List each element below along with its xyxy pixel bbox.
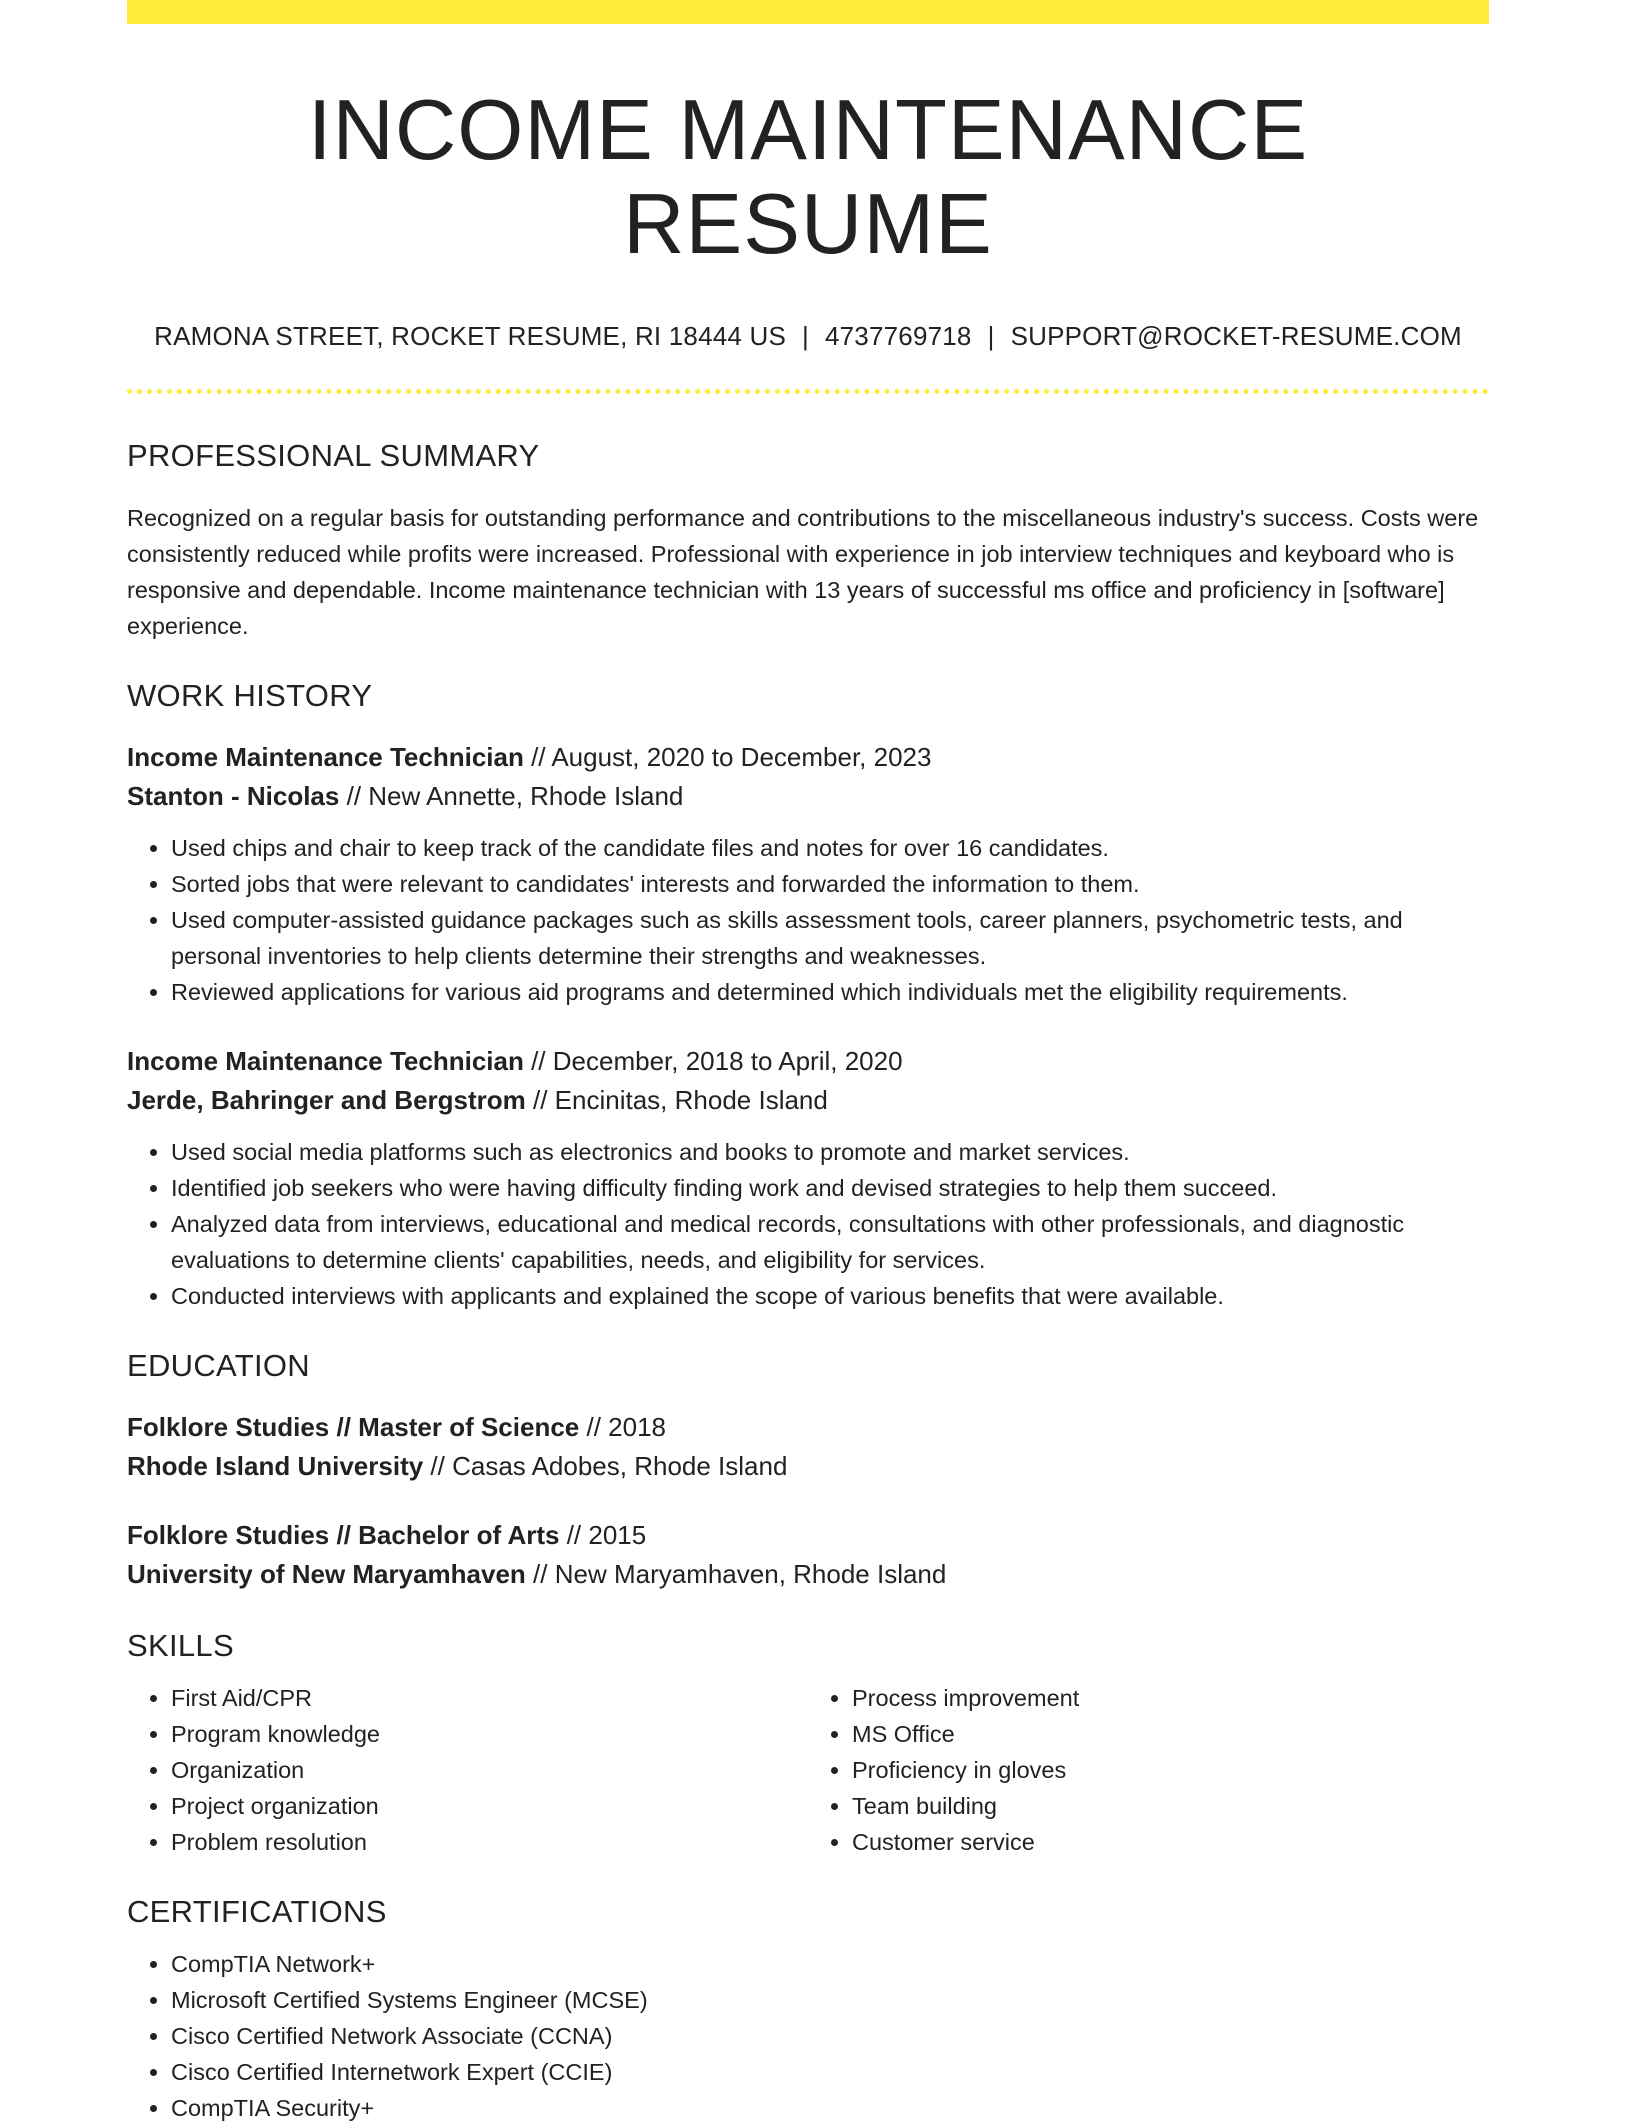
job-bullet: • Used computer-assisted guidance packages such as skills assessment tools, career planners, psychometric tests, and personal inventories to help clients determine their strengths and weaknesses. bbox=[171, 902, 1489, 974]
job-bullet: • Sorted jobs that were relevant to candidates' interests and forwarded the information to them. bbox=[171, 866, 1489, 902]
skill-item: • MS Office bbox=[852, 1716, 1489, 1752]
certification-item: • CompTIA Security+ bbox=[171, 2090, 1489, 2126]
certifications-heading: CERTIFICATIONS bbox=[127, 1894, 387, 1929]
contact-address: RAMONA STREET, ROCKET RESUME, RI 18444 US bbox=[154, 321, 787, 351]
job-bullet-list bbox=[127, 1134, 1489, 1314]
school-line bbox=[127, 1555, 1489, 1594]
job-title-line bbox=[127, 1042, 1489, 1081]
job-bullet: • Analyzed data from interviews, educational and medical records, consultations with other professionals, and diagnostic evaluations to determine clients' capabilities, needs, and eligibility for services. bbox=[171, 1206, 1489, 1278]
top-accent-bar bbox=[127, 0, 1489, 24]
job-title: Income Maintenance Technician bbox=[127, 1046, 524, 1076]
summary-text: Recognized on a regular basis for outstanding performance and contributions to the miscellaneous industry's success. Costs were consistently reduced while profits were increased. Professional with experience in job interview techniques and keyboard who is responsive and dependable. Income maintenance technician with 13 years of successful ms office and proficiency in [software] experience. bbox=[127, 505, 1479, 639]
certifications-list bbox=[127, 1946, 1489, 2126]
contact-email: SUPPORT@ROCKET-RESUME.COM bbox=[1010, 321, 1462, 351]
job-bullet: • Used chips and chair to keep track of the candidate files and notes for over 16 candidates. bbox=[171, 830, 1489, 866]
certification-item: • Microsoft Certified Systems Engineer (MCSE) bbox=[171, 1982, 1489, 2018]
contact-phone: 4737769718 bbox=[824, 321, 972, 351]
work-history-heading: WORK HISTORY bbox=[127, 678, 373, 713]
skills-columns bbox=[127, 1680, 1489, 1860]
skill-item: • Customer service bbox=[852, 1824, 1489, 1860]
job-company-line bbox=[127, 1081, 1489, 1120]
skill-item: • Process improvement bbox=[852, 1680, 1489, 1716]
job-location: // New Annette, Rhode Island bbox=[346, 781, 684, 811]
contact-separator: | bbox=[987, 321, 995, 351]
skills-list-left bbox=[127, 1680, 808, 1860]
certification-item: • Cisco Certified Network Associate (CCNA) bbox=[171, 2018, 1489, 2054]
school-location: // New Maryamhaven, Rhode Island bbox=[533, 1559, 947, 1589]
job-company: Stanton - Nicolas bbox=[127, 781, 340, 811]
summary-heading: PROFESSIONAL SUMMARY bbox=[127, 438, 540, 473]
job-bullet: • Reviewed applications for various aid programs and determined which individuals met the eligibility requirements. bbox=[171, 974, 1489, 1010]
skill-item: • Project organization bbox=[171, 1788, 808, 1824]
degree: Folklore Studies // Bachelor of Arts bbox=[127, 1520, 560, 1550]
degree-line bbox=[127, 1408, 1489, 1447]
resume-title: INCOME MAINTENANCE RESUME bbox=[307, 83, 1309, 272]
job-bullet: • Used social media platforms such as electronics and books to promote and market services. bbox=[171, 1134, 1489, 1170]
skill-item: • Proficiency in gloves bbox=[852, 1752, 1489, 1788]
school: University of New Maryamhaven bbox=[127, 1559, 526, 1589]
job-dates: // December, 2018 to April, 2020 bbox=[531, 1046, 903, 1076]
resume-page bbox=[127, 0, 1489, 2126]
skill-item: • Organization bbox=[171, 1752, 808, 1788]
school-line bbox=[127, 1447, 1489, 1486]
job-location: // Encinitas, Rhode Island bbox=[533, 1085, 828, 1115]
skills-list-right bbox=[808, 1680, 1489, 1860]
skill-item: • First Aid/CPR bbox=[171, 1680, 808, 1716]
skills-heading: SKILLS bbox=[127, 1628, 234, 1663]
job-title: Income Maintenance Technician bbox=[127, 742, 524, 772]
job-bullet: • Conducted interviews with applicants and explained the scope of various benefits that were available. bbox=[171, 1278, 1489, 1314]
contact-separator: | bbox=[802, 321, 809, 351]
degree-line bbox=[127, 1516, 1489, 1555]
contact-line bbox=[127, 321, 1489, 352]
certification-item: • CompTIA Network+ bbox=[171, 1946, 1489, 1982]
degree-year: // 2018 bbox=[586, 1412, 666, 1442]
school-location: // Casas Adobes, Rhode Island bbox=[430, 1451, 788, 1481]
job-company: Jerde, Bahringer and Bergstrom bbox=[127, 1085, 526, 1115]
skill-item: • Problem resolution bbox=[171, 1824, 808, 1860]
job-bullet: • Identified job seekers who were having difficulty finding work and devised strategies to help them succeed. bbox=[171, 1170, 1489, 1206]
dotted-divider bbox=[127, 389, 1489, 394]
school: Rhode Island University bbox=[127, 1451, 424, 1481]
skill-item: • Program knowledge bbox=[171, 1716, 808, 1752]
job-bullet-list bbox=[127, 830, 1489, 1010]
degree: Folklore Studies // Master of Science bbox=[127, 1412, 580, 1442]
job-title-line bbox=[127, 738, 1489, 777]
degree-year: // 2015 bbox=[566, 1520, 647, 1550]
certification-item: • Cisco Certified Internetwork Expert (CCIE) bbox=[171, 2054, 1489, 2090]
job-company-line bbox=[127, 777, 1489, 816]
job-dates: // August, 2020 to December, 2023 bbox=[531, 742, 932, 772]
education-heading: EDUCATION bbox=[127, 1348, 310, 1383]
skill-item: • Team building bbox=[852, 1788, 1489, 1824]
